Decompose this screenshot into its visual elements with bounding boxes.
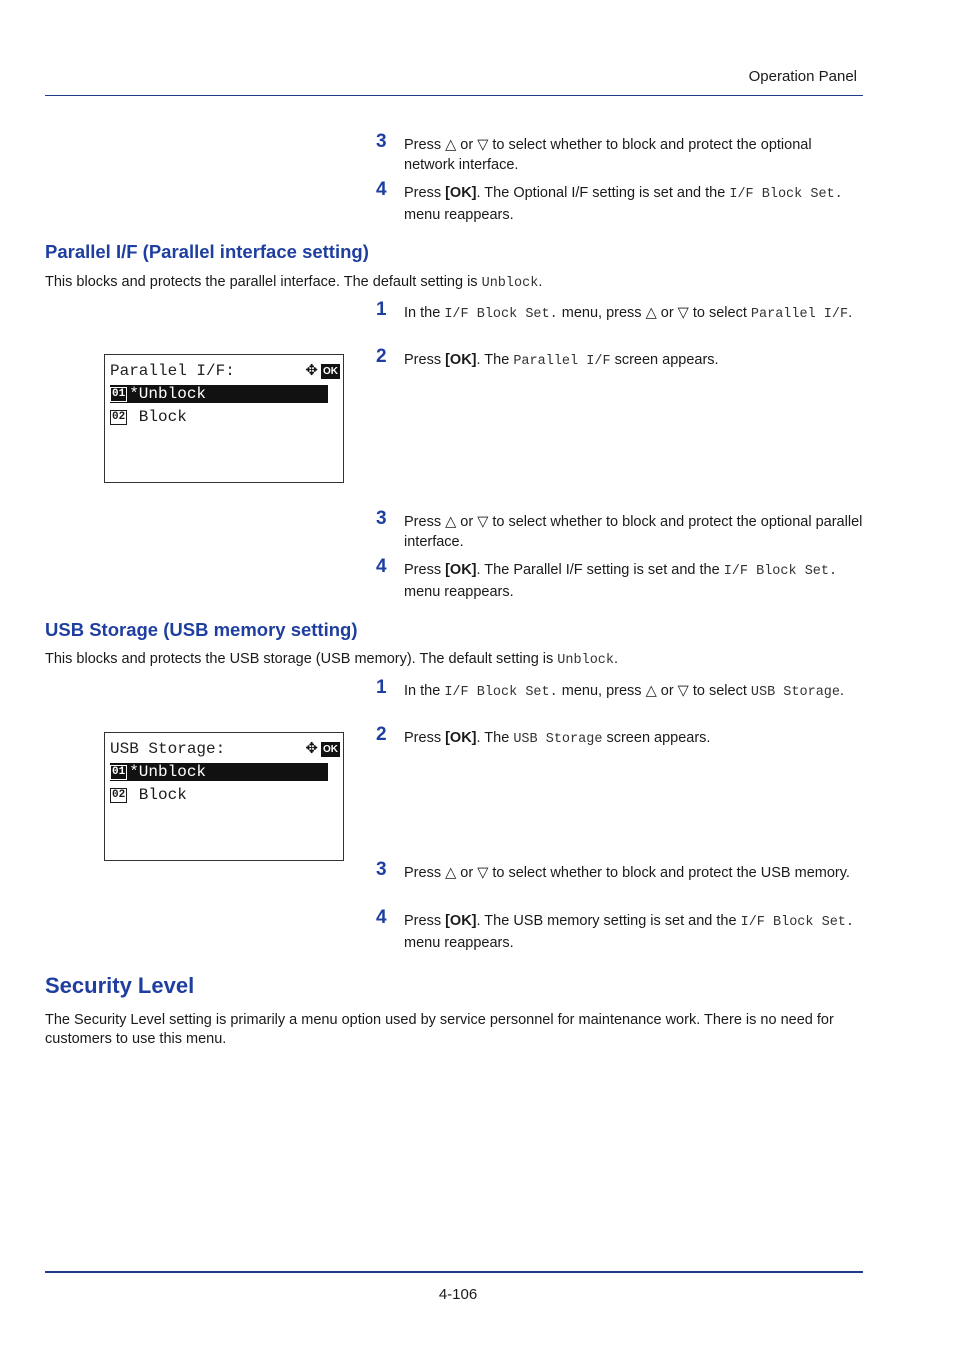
step-text: Press [OK]. The Optional I/F setting is set and the I/F Block Set. menu reappears. — [404, 185, 843, 223]
lcd-screen-parallel — [104, 354, 344, 483]
step-number: 3 — [376, 859, 387, 880]
lcd-menu-item: 02 Block — [112, 786, 187, 804]
step-text: In the I/F Block Set. menu, press △ or ▽ to select Parallel I/F. — [404, 305, 853, 322]
section-heading-parallel: Parallel I/F (Parallel interface setting) — [45, 241, 369, 262]
lcd-title: USB Storage: — [110, 740, 226, 758]
step-text: In the I/F Block Set. menu, press △ or ▽ to select USB Storage. — [404, 683, 845, 700]
lcd-menu-item: 02 Block — [112, 408, 187, 426]
ok-key-icon: OK — [323, 365, 338, 377]
step-text: Press [OK]. The USB memory setting is set and the I/F Block Set. menu reappears. — [404, 913, 855, 951]
step-text: Press △ or ▽ to select whether to block and protect the optional network interface. — [404, 137, 812, 173]
step-number: 4 — [376, 907, 387, 928]
lcd-controls — [305, 741, 340, 757]
lcd-title: Parallel I/F: — [110, 362, 235, 380]
step-number: 4 — [376, 179, 387, 200]
ok-key-icon: OK — [323, 743, 338, 755]
section-heading-usb: USB Storage (USB memory setting) — [45, 619, 358, 640]
footer-divider — [45, 1271, 863, 1273]
step-number: 3 — [376, 131, 387, 152]
step-text: Press △ or ▽ to select whether to block and protect the USB memory. — [404, 865, 850, 881]
lcd-controls — [305, 363, 340, 379]
running-header: Operation Panel — [748, 68, 857, 85]
lcd-menu-item-selected: 01 *Unblock — [110, 763, 328, 781]
step-number: 2 — [376, 724, 387, 745]
header-divider — [45, 95, 863, 96]
lcd-menu-item-selected: 01 *Unblock — [110, 385, 328, 403]
page-number: 4-106 — [438, 1286, 478, 1303]
step-text: Press [OK]. The Parallel I/F setting is set and the I/F Block Set. menu reappears. — [404, 562, 838, 600]
step-number: 3 — [376, 508, 387, 529]
section-heading-security-level: Security Level — [45, 973, 195, 998]
security-level-body: The Security Level setting is primarily a menu option used by service personnel for maintenance work. There is no need for customers to use this menu. — [45, 1012, 834, 1047]
navigation-arrows-icon: ✥ — [305, 740, 318, 757]
step-text: Press [OK]. The Parallel I/F screen appears. — [404, 352, 719, 369]
step-number: 2 — [376, 346, 387, 367]
step-number: 1 — [376, 299, 387, 320]
step-number: 4 — [376, 556, 387, 577]
section-intro-parallel: This blocks and protects the parallel interface. The default setting is Unblock. — [45, 274, 543, 291]
step-number: 1 — [376, 677, 387, 698]
step-text: Press △ or ▽ to select whether to block and protect the optional parallel interface. — [404, 514, 863, 550]
lcd-screen-usb — [104, 732, 344, 861]
navigation-arrows-icon: ✥ — [305, 362, 318, 379]
step-text: Press [OK]. The USB Storage screen appears. — [404, 730, 711, 747]
section-intro-usb: This blocks and protects the USB storage (USB memory). The default setting is Unblock. — [45, 651, 619, 668]
